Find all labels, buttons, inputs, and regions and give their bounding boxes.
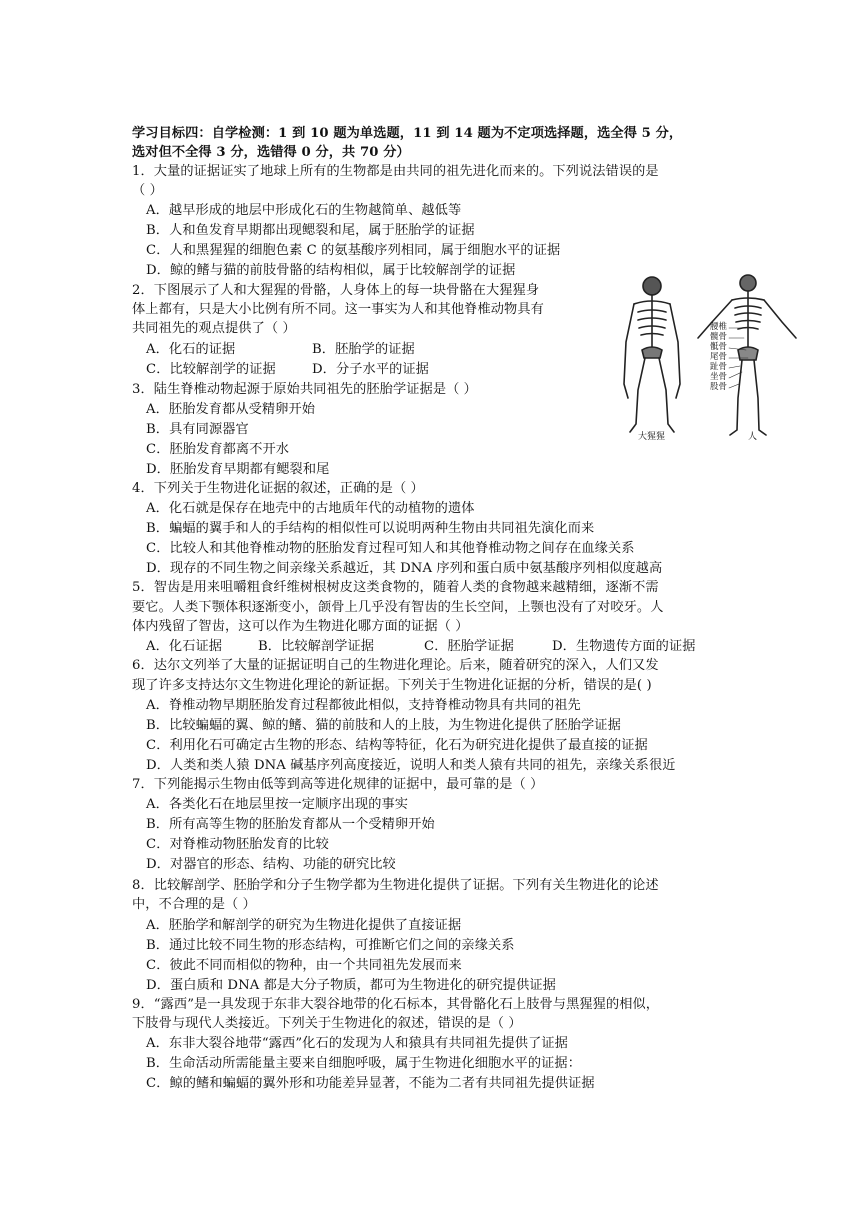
bone-label-tailbone: 尾骨: [710, 352, 728, 362]
q1-stem-line1: 1．大量的证据证实了地球上所有的生物都是由共同的祖先进化而来的。下列说法错误的是: [132, 164, 659, 179]
q1-stem-line2: （ ）: [132, 183, 163, 198]
q1-option-c: C．人和黑猩猩的细胞色素 C 的氨基酸序列相同，属于细胞水平的证据: [146, 243, 561, 258]
q6-stem-line1: 6．达尔文列举了大量的证据证明自己的生物进化理论。后来，随着研究的深入，人们又发: [132, 658, 659, 673]
q2-option-b: B．胚胎学的证据: [312, 342, 415, 357]
q3-option-c: C．胚胎发育都离不开水: [146, 442, 290, 457]
q2-options-row2: [146, 360, 429, 379]
q8-option-b: B．通过比较不同生物的形态结构，可推断它们之间的亲缘关系: [146, 938, 515, 953]
q6-option-d: D．人类和类人猿 DNA 碱基序列高度接近，说明人和类人猿有共同的祖先，亲缘关系很近: [146, 758, 676, 773]
q5-stem-line3: 体内残留了智齿，这可以作为生物进化哪方面的证据（ ）: [132, 619, 469, 634]
skeleton-illustration: [612, 272, 802, 444]
q2-option-d: D．分子水平的证据: [312, 362, 429, 377]
bone-label-toe: 趾骨: [710, 362, 728, 372]
q9-stem-line2: 下肢骨与现代人类接近。下列关于生物进化的叙述，错误的是（ ）: [132, 1016, 522, 1031]
q5-option-d: D．生物遗传方面的证据: [552, 639, 696, 654]
q2-stem-line2: 体上都有，只是大小比例有所不同。这一事实为人和其他脊椎动物具有: [132, 302, 544, 317]
bone-label-lumbar: 腰椎: [710, 322, 728, 332]
q7-option-b: B．所有高等生物的胚胎发育都从一个受精卵开始: [146, 817, 435, 832]
q5-stem-line2: 要它。人类下颚体积逐渐变小，颌骨上几乎没有智齿的生长空间，上颚也没有了对咬牙。人: [132, 600, 664, 615]
q2-option-c: C．比较解剖学的证据: [146, 362, 276, 377]
q2-stem-line3: 共同祖先的观点提供了（ ）: [132, 321, 296, 336]
bone-label-ischium: 坐骨: [710, 372, 728, 382]
bone-label-sacrum: 骶骨: [710, 342, 728, 352]
q5-option-b: B．比较解剖学证据: [258, 639, 375, 654]
q2-options-row1: [146, 340, 415, 359]
bone-label-femur: 股骨: [710, 382, 728, 392]
q7-option-a: A．各类化石在地层里按一定顺序出现的事实: [146, 797, 409, 812]
q4-option-c: C．比较人和其他脊椎动物的胚胎发育过程可知人和其他脊椎动物之间存在血缘关系: [146, 541, 635, 556]
q8-option-c: C．彼此不同而相似的物种，由一个共同祖先发展而来: [146, 958, 462, 973]
section-header-line1: 学习目标四：自学检测：1 到 10 题为单选题，11 到 14 题为不定项选择题，选全得 5 分，: [132, 126, 683, 141]
bone-label-hip: 髋骨: [710, 332, 728, 342]
q3-option-d: D．胚胎发育早期都有鳃裂和尾: [146, 462, 330, 477]
q2-stem-line1: 2．下图展示了人和大猩猩的骨骼，人身体上的每一块骨骼在大猩猩身: [132, 283, 540, 298]
figure-label-gorilla: 大猩猩: [638, 432, 666, 442]
q7-stem: 7．下列能揭示生物由低等到高等进化规律的证据中，最可靠的是（ ）: [132, 777, 544, 792]
q8-stem-line2: 中，不合理的是（ ）: [132, 897, 256, 912]
q3-option-a: A．胚胎发育都从受精卵开始: [146, 402, 316, 417]
q4-option-d: D．现存的不同生物之间亲缘关系越近，其 DNA 序列和蛋白质中氨基酸序列相似度越高: [146, 561, 663, 576]
q9-option-b: B．生命活动所需能量主要来自细胞呼吸，属于生物进化细胞水平的证据：: [146, 1056, 581, 1071]
q6-stem-line2: 现了许多支持达尔文生物进化理论的新证据。下列关于生物进化证据的分析，错误的是( ): [132, 678, 652, 693]
q9-option-a: A．东非大裂谷地带“露西”化石的发现为人和猿具有共同祖先提供了证据: [146, 1036, 568, 1051]
q6-option-a: A．脊椎动物早期胚胎发育过程都彼此相似，支持脊椎动物具有共同的祖先: [146, 698, 581, 713]
q7-option-d: D．对器官的形态、结构、功能的研究比较: [146, 857, 396, 872]
q2-option-a: A．化石的证据: [146, 342, 236, 357]
q4-option-a: A．化石就是保存在地壳中的古地质年代的动植物的遗体: [146, 501, 475, 516]
figure-label-human: 人: [748, 432, 758, 442]
q5-option-a: A．化石证据: [146, 639, 223, 654]
q9-stem-line1: 9．“露西”是一具发现于东非大裂谷地带的化石标本，其骨骼化石上肢骨与黑猩猩的相似，: [132, 997, 660, 1012]
q9-option-c: C．鲸的鳍和蝙蝠的翼外形和功能差异显著，不能为二者有共同祖先提供证据: [146, 1076, 595, 1091]
q5-option-c: C．胚胎学证据: [424, 639, 514, 654]
q6-option-c: C．利用化石可确定古生物的形态、结构等特征，化石为研究进化提供了最直接的证据: [146, 738, 648, 753]
q8-option-d: D．蛋白质和 DNA 都是大分子物质，都可为生物进化的研究提供证据: [146, 978, 556, 993]
q1-option-d: D．鲸的鳍与猫的前肢骨骼的结构相似，属于比较解剖学的证据: [146, 263, 516, 278]
section-header-line2: 选对但不全得 3 分，选错得 0 分，共 70 分）: [132, 145, 410, 160]
q3-stem: 3．陆生脊椎动物起源于原始共同祖先的胚胎学证据是（ ）: [132, 382, 477, 397]
q5-options-row: [146, 637, 696, 656]
skeleton-comparison-figure: [612, 272, 802, 444]
q1-option-b: B．人和鱼发育早期都出现鳃裂和尾，属于胚胎学的证据: [146, 223, 475, 238]
q5-stem-line1: 5．智齿是用来咀嚼粗食纤维树根树皮这类食物的，随着人类的食物越来越精细，逐渐不需: [132, 580, 659, 595]
q8-stem-line1: 8．比较解剖学、胚胎学和分子生物学都为生物进化提供了证据。下列有关生物进化的论述: [132, 878, 659, 893]
q4-stem: 4．下列关于生物进化证据的叙述，正确的是（ ）: [132, 481, 424, 496]
q7-option-c: C．对脊椎动物胚胎发育的比较: [146, 837, 329, 852]
q6-option-b: B．比较蝙蝠的翼、鲸的鳍、猫的前肢和人的上肢，为生物进化提供了胚胎学证据: [146, 718, 621, 733]
q3-option-b: B．具有同源器官: [146, 422, 249, 437]
q1-option-a: A．越早形成的地层中形成化石的生物越简单、越低等: [146, 203, 462, 218]
q4-option-b: B．蝙蝠的翼手和人的手结构的相似性可以说明两种生物由共同祖先演化而来: [146, 521, 595, 536]
q8-option-a: A．胚胎学和解剖学的研究为生物进化提供了直接证据: [146, 918, 462, 933]
